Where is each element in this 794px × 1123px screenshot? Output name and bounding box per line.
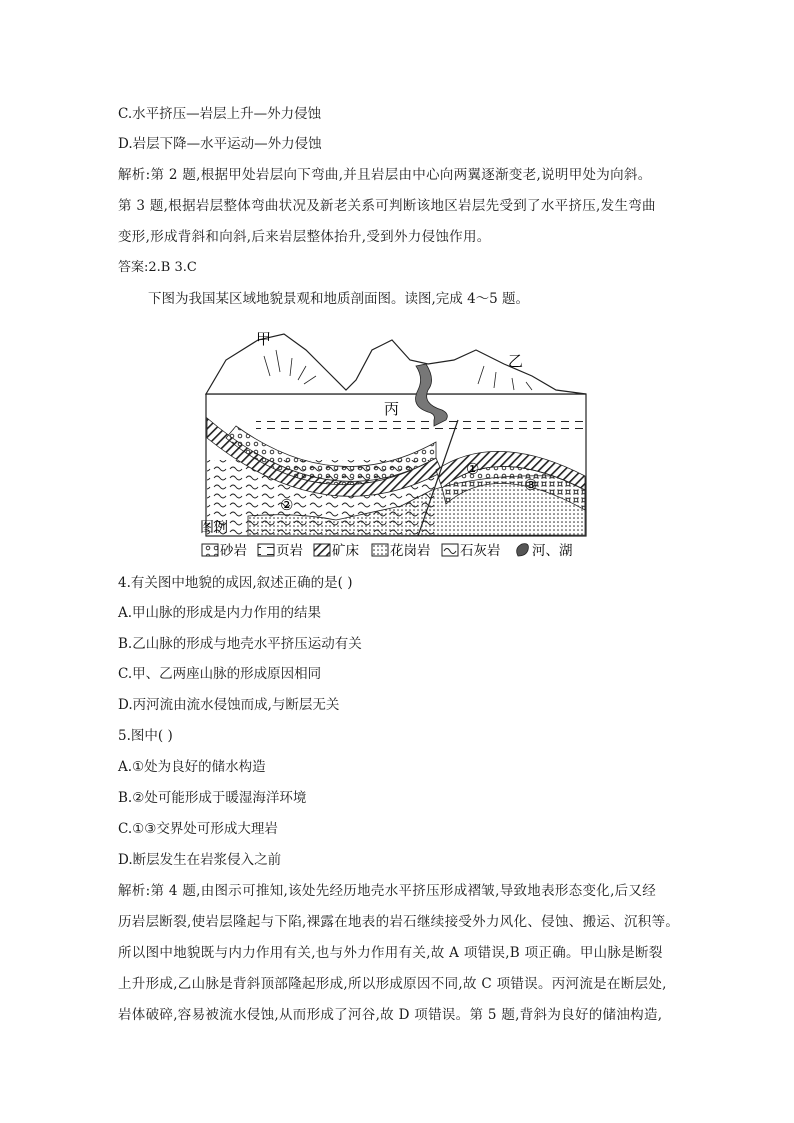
label-jia: 甲 (256, 330, 272, 348)
q4-option-d: D.丙河流由流水侵蚀而成,与断层无关 (118, 697, 340, 713)
analysis-2-line-1: 解析:第 4 题,由图示可推知,该处先经历地壳水平挤压形成褶皱,导致地表形态变化,后又经 (118, 883, 657, 899)
analysis-2-line-5: 岩体破碎,容易被流水侵蚀,从而形成了河谷,故 D 项错误。第 5 题,背斜为良好的储油构造, (118, 1007, 663, 1023)
q5-option-a: A.①处为良好的储水构造 (118, 759, 266, 775)
label-1: ① (466, 460, 480, 478)
q5-option-c: C.①③交界处可形成大理岩 (118, 821, 278, 837)
legend-title: 图例 (200, 520, 228, 536)
legend-granite: 花岗岩 (390, 543, 431, 559)
legend (202, 542, 573, 559)
legend-limestone: 石灰岩 (460, 543, 501, 559)
answer-1: 答案:2.B 3.C (118, 260, 197, 275)
label-bing: 丙 (384, 400, 400, 418)
legend-sandstone: 砂岩 (220, 543, 247, 559)
label-3: ③ (524, 476, 538, 494)
legend-ore: 矿床 (332, 543, 359, 559)
label-2: ② (280, 496, 294, 514)
q3-option-c: C.水平挤压—岩层上升—外力侵蚀 (118, 106, 322, 122)
q4-option-b: B.乙山脉的形成与地壳水平挤压运动有关 (118, 636, 362, 652)
legend-river-lake: 河、湖 (532, 543, 573, 559)
analysis-1-line-3: 变形,形成背斜和向斜,后来岩层整体抬升,受到外力侵蚀作用。 (118, 229, 491, 245)
q5-option-b: B.②处可能形成于暖湿海洋环境 (118, 790, 307, 806)
legend-swatch-sandstone (202, 544, 218, 556)
q5-stem: 5.图中( ) (118, 728, 173, 744)
q5-option-d: D.断层发生在岩浆侵入之前 (118, 852, 282, 868)
legend-swatch-shale (258, 544, 274, 556)
analysis-1-line-2: 第 3 题,根据岩层整体弯曲状况及新老关系可判断该地区岩层先受到了水平挤压,发生弯曲 (118, 198, 656, 214)
legend-swatch-granite (372, 544, 388, 556)
legend-shale: 页岩 (276, 543, 303, 559)
question-intro: 下图为我国某区域地貌景观和地质剖面图。读图,完成 4～5 题。 (148, 291, 530, 307)
q3-option-d: D.岩层下降—水平运动—外力侵蚀 (118, 136, 322, 152)
analysis-2-line-4: 上升形成,乙山脉是背斜顶部隆起形成,所以形成原因不同,故 C 项错误。丙河流是在断层处, (118, 976, 667, 992)
q4-stem: 4.有关图中地貌的成因,叙述正确的是( ) (118, 575, 353, 591)
shale-layer-top (256, 420, 586, 434)
label-yi: 乙 (508, 352, 524, 370)
analysis-1-line-1: 解析:第 2 题,根据甲处岩层向下弯曲,并且岩层由中心向两翼逐渐变老,说明甲处为向斜。 (118, 167, 652, 183)
legend-swatch-river-lake (517, 544, 529, 556)
q4-option-a: A.甲山脉的形成是内力作用的结果 (118, 605, 322, 621)
q4-option-c: C.甲、乙两座山脉的形成原因相同 (118, 666, 322, 682)
analysis-2-line-3: 所以图中地貌既与内力作用有关,也与外力作用有关,故 A 项错误,B 项正确。甲山脉是断裂 (118, 945, 663, 961)
legend-swatch-ore (314, 544, 330, 556)
geology-figure (196, 320, 606, 570)
analysis-2-line-2: 历岩层断裂,使岩层隆起与下陷,裸露在地表的岩石继续接受外力风化、侵蚀、搬运、沉积等。 (118, 914, 680, 930)
